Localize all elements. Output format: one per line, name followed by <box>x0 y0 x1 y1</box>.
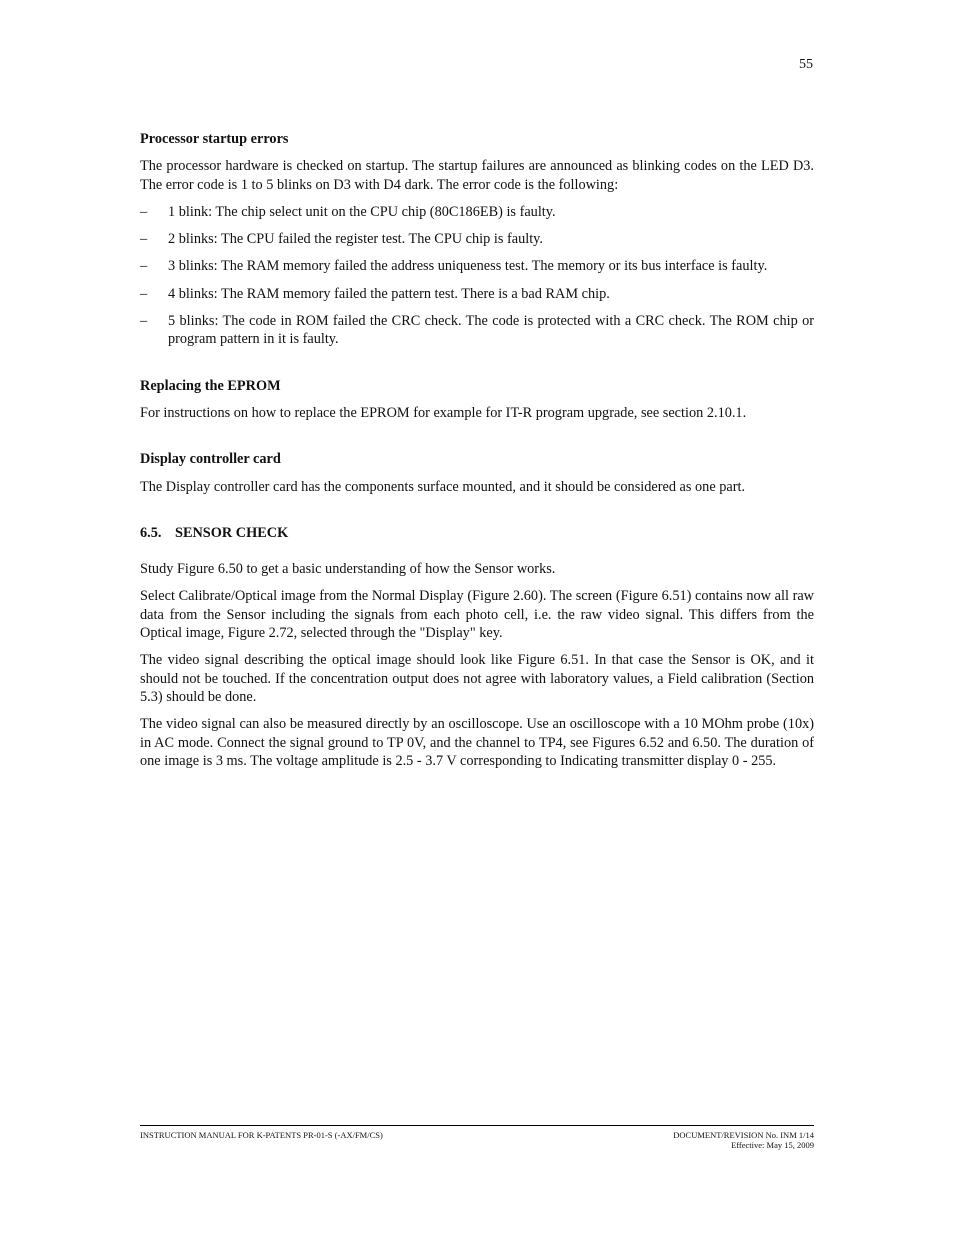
startup-errors-heading: Processor startup errors <box>140 131 289 147</box>
section-spacer <box>140 505 814 524</box>
list-item <box>140 203 814 221</box>
sensor-check-title <box>140 524 814 542</box>
list-item-text: 5 blinks: The code in ROM failed the CRC check. The code is protected with a CRC check. The ROM chip or program pattern in it is faulty. <box>168 313 814 348</box>
list-item <box>140 230 814 248</box>
footer-effective-date: Effective: May 15, 2009 <box>731 1140 814 1150</box>
sensor-paragraph: The video signal describing the optical image should look like Figure 6.51. In that case the Sensor is OK, and it should not be touched. If the concentration output does not agree with laboratory values, a Field calibration (Section 5.3) should be done. <box>140 652 814 705</box>
section-spacer <box>140 358 814 377</box>
list-dash: – <box>140 231 148 248</box>
display-card-heading: Display controller card <box>140 451 281 468</box>
eprom-heading: Replacing the EPROM <box>140 377 281 394</box>
sensor-paragraph: Study Figure 6.50 to get a basic understanding of how the Sensor works. <box>140 561 556 578</box>
page-number: 55 <box>799 57 813 72</box>
startup-errors-intro: The processor hardware is checked on startup. The startup failures are announced as blinking codes on the LED D3. The error code is 1 to 5 blinks on D3 with D4 dark. The error code is the following: <box>140 158 814 193</box>
list-item <box>140 257 814 275</box>
list-item <box>140 312 814 349</box>
eprom-text: For instructions on how to replace the EPROM for example for IT-R program upgrade, see section 2.10.1. <box>140 404 747 421</box>
footer-revision: DOCUMENT/REVISION No. INM 1/14 <box>673 1130 814 1140</box>
list-item-text: 4 blinks: The RAM memory failed the pattern test. There is a bad RAM chip. <box>168 285 610 302</box>
section-number: 6.5. <box>140 524 162 541</box>
list-dash: – <box>140 258 148 275</box>
list-item-text: 2 blinks: The CPU failed the register test. The CPU chip is faulty. <box>168 231 543 248</box>
list-dash: – <box>140 203 148 220</box>
blink-code-list <box>140 203 814 349</box>
display-card-text: The Display controller card has the components surface mounted, and it should be considered as one part. <box>140 478 746 495</box>
list-item-text: 1 blink: The chip select unit on the CPU chip (80C186EB) is faulty. <box>168 203 556 220</box>
list-item <box>140 285 814 303</box>
list-item-text: 3 blinks: The RAM memory failed the address uniqueness test. The memory or its bus interface is faulty. <box>168 258 768 275</box>
list-dash: – <box>140 313 148 330</box>
document-body <box>140 130 814 779</box>
list-dash: – <box>140 285 148 302</box>
page-footer <box>140 1125 814 1150</box>
sensor-paragraph: Select Calibrate/Optical image from the Normal Display (Figure 2.60). The screen (Figure 6.51) contains now all raw data from the Sensor including the signals from each photo cell, i.e. the raw video signal. This differs from the Optical image, Figure 2.72, selected through the "Display" key. <box>140 588 814 642</box>
footer-manual-title: INSTRUCTION MANUAL FOR K-PATENTS PR-01-S (-AX/FM/CS) <box>140 1130 383 1140</box>
section-title-text: SENSOR CHECK <box>175 524 289 541</box>
section-spacer <box>140 431 814 450</box>
sensor-paragraph: The video signal can also be measured directly by an oscilloscope. Use an oscilloscope with a 10 MOhm probe (10x) in AC mode. Connect the signal ground to TP 0V, and the channel to TP4, see Figures 6.52 and 6.50. The duration of one image is 3 ms. The voltage amplitude is 2.5 - 3.7 V corresponding to Indicating transmitter display 0 - 255. <box>140 716 814 769</box>
footer-document-info <box>673 1130 814 1150</box>
